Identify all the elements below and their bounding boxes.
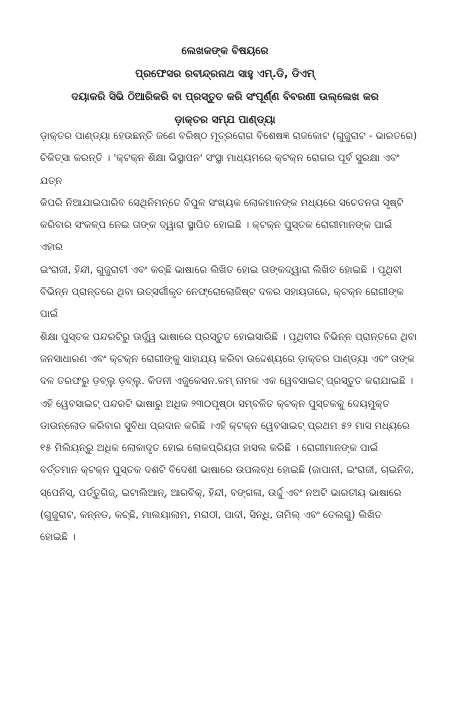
biography-paragraph: ଡ଼ାକ୍ତର ପାଣ୍ଡ୍ୟା ହେଉଛନ୍ତି ଜଣେ ବରିଷ୍ଠ ମୂତ୍ରରୋଗ ବିଶେଷଜ୍ଞ ରାଜକୋଟ (ଗୁଜୁରାଟ - ଭାରତରେ) ଚିକିତ୍ସା କରନ୍ତି । 'କ୍ଟକ୍ନ ଶିକ୍ଷା ଭି​ସ୍ଥାପନ' ସଂସ୍ଥା ମାଧ୍ୟମରେ କ୍ଟକ୍ନ ରୋଗର ପୂର୍ବ ସୁରକ୍ଷା ଏବଂ ଯତ୍ନ କିପରି ନିଆଯାଇପାରିବ ସେଥିନିମନ୍ତେ ବିପୁଳ ସଂଖ୍ୟକ ଲୋକମାନଙ୍କ ମଧ୍ୟରେ ସଚେତନତା ସୃଷ୍ଟି କରିବାର ସଂକଳ୍ପ ନେଇ ତାଙ୍କ ଦ୍ୱାରା ସ୍ଥାପିତ ହୋଇଛି । କ୍ଟକ୍ନ ପୁସ୍ତକ ରୋଗୀମାନଙ୍କ ପାଇଁ ଏହାର ଇଂରାଜୀ, ହିନ୍ଦୀ, ଗୁଜୁରାଟୀ ଏବଂ କଚ୍ଛି ଭାଷାରେ ଲିଖିତ ହୋଇ ତାଙ୍କଦ୍ୱାରା ଲିଖିତ ହୋଇଛି । ପୃଥିବୀ ବିଭିନ୍ନ ପ୍ରାନ୍ତରେ ଥିବା ଉତ୍ସର୍ଗୀକୃତ ନେଫ୍ରୋଲୋଜିଷ୍ଟ ଦଳର ସହାୟତାରେ, କ୍ଟକ୍ନ ରୋଗୀଙ୍କ ପାଇଁ ଶିକ୍ଷା ପୁସ୍ତକ ପନ୍ଦରଟିରୁ ଊର୍ଦ୍ଧ୍ୱ ଭାଷାରେ ପ୍ରସ୍ତୁତ ହୋଇସାରିଛି । ପୃଥିବୀର ବିଭିନ୍ନ ପ୍ରାନ୍ତରେ ଥିବା ଜନସାଧାରଣ ଏବଂ କ୍ଟକ୍ନ ରୋଗୀଙ୍କୁ ସାହାଯ୍ୟ କରିବା ଉଦ୍ଦେଶ୍ୟରେ ଡ଼ାକ୍ତର ପାଣ୍ଡ୍ୟା ଏବଂ ତାଙ୍କ ଦଳ ତରଫରୁ ଡ଼ବ୍ଲୁ ଡ଼ବ୍ଲୁ. କିଡନୀ ଏଜୁକେସନ.କମ୍ ନାମକ ଏକ ୱେବସାଇଟ୍ ପ୍ରସ୍ତୁତ କରାଯାଇଛି । ଏହି ୱେବସାଇଟ୍ ପନ୍ଦରଟି ଭାଷାରୁ ଅଧିକ ୨୩୦ପୃଷ୍ଠା ସମ୍ବଳିତ କ୍ଟକ୍ନ ପୁସ୍ତକକୁ ଦେୟମୁକ୍ତ ଡାଉନ୍‌ଲୋଡ କରିବାର ସୁବିଧା ପ୍ରଦାନ କରିଛି ।ଏହି କ୍ଟକ୍ନ ୱେବସାଇଟ୍ ପ୍ରଥମ ୫୨ ମାସ ମଧ୍ୟରେ ୧୫ ମିଲିୟନ୍‌ରୁ ଅଧିକ ଲୋକାଦୃତ ହୋଇ ଲୋକପ୍ରିୟତା ହାସଲ କରିଛି । ରୋଗୀମାନଙ୍କ ପାଇଁ ବର୍ତ୍ତମାନ କ୍ଟକ୍ନ ପୁସ୍ତକ ଦଶଟି ବିଦେଶୀ ଭାଷାରେ ଉପଲବ୍ଧ ହୋଇଛି (ଜାପାନୀ, ଇଂରାଜୀ, ଚାଇନିଜ, ସ୍ପେନିସ୍, ପର୍ତ୍ତୁଗିଜ୍, ଇଟାଲିଆନ୍, ଆରବିକ୍, ହିନ୍ଦୀ, ବଙ୍ଗଳା, ଉର୍ଦ୍ଦୁ ଏବଂ ନଅଟି ଭାରତୀୟ ଭାଷାରେ (ଗୁଜୁରାଟ, କନ୍ନଡ, କଚ୍ଛି, ମାଲୟାଲାମ, ମରାଠୀ, ପାଦୀ, ସିନ୍ଧି, ତାମିଲ୍ ଏବଂ ତେଲଗୁ) ଲିଖିତ ହୋଇଛି । (40, 131, 417, 544)
author-header (0, 40, 450, 132)
section-heading: ଲେଖକଙ୍କ ବିଷୟରେ (181, 45, 269, 57)
subject-name-line: ଡ଼ାକ୍ତର ସମ୍ଯ ପାଣ୍ଡ୍ୟା (174, 114, 276, 126)
author-name-line: ପ୍ରଫେସର ରବୀନ୍ଦ୍ରନାଥ ସାହୁ ଏମ୍.ଡି, ଡିଏମ୍ (135, 68, 315, 80)
instruction-line: ଦୟାକରି ସିଭି ଠିଆରିକରି ବା ପ୍ରସ୍ତୁତ କରି ସଂପୂର୍ଣ୍ଣ ବିବରଣୀ ଉଲ୍ଲେଖ କର (71, 91, 379, 103)
